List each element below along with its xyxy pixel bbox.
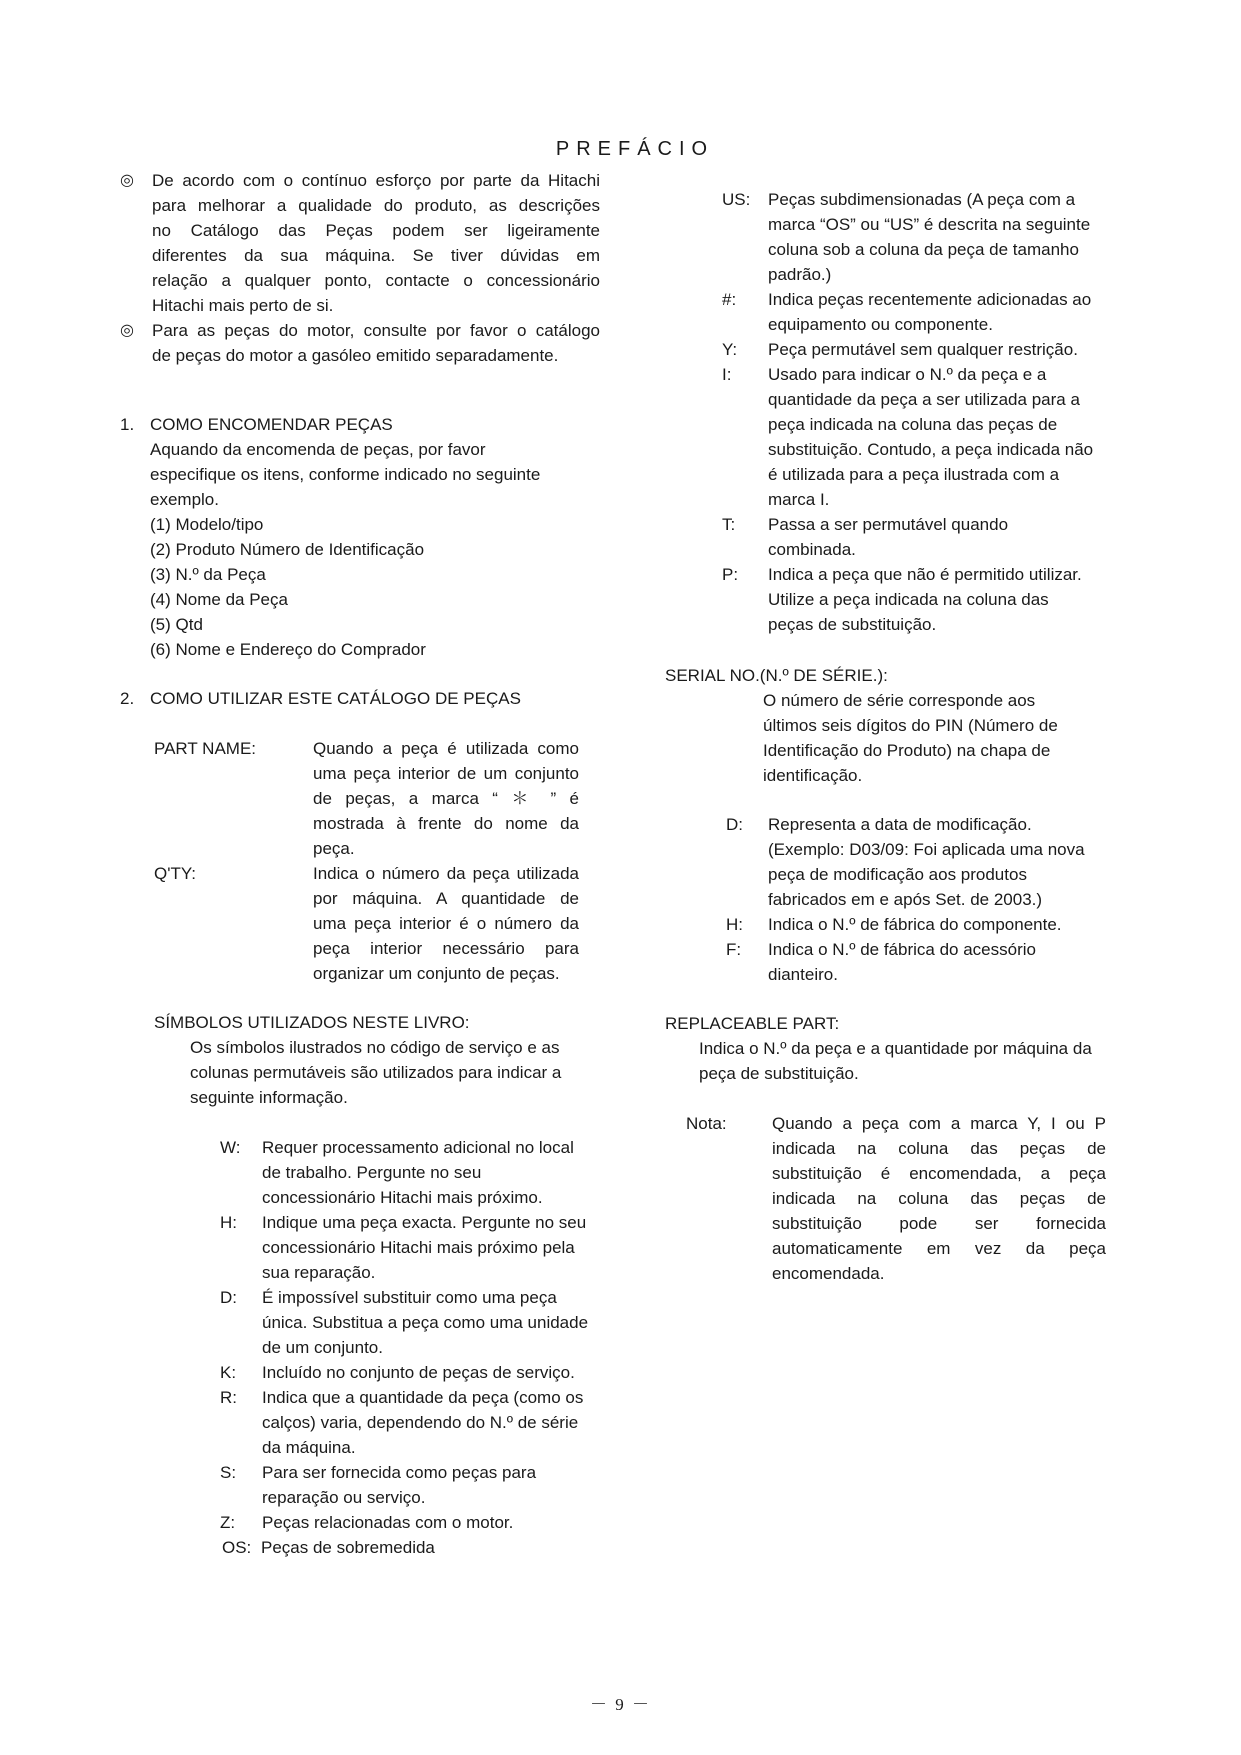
term-definition (313, 861, 579, 986)
symbol-description-line: Indica o N.º de fábrica do componente. (768, 915, 1062, 934)
symbols-intro-line: colunas permutáveis são utilizados para indicar a (190, 1063, 562, 1082)
symbol-key: D: (220, 1288, 237, 1307)
symbol-description-line: Representa a data de modificação. (768, 815, 1032, 834)
symbol-description-line: única. Substitua a peça como uma unidade (262, 1313, 589, 1332)
symbol-description-line: fabricados em e após Set. de 2003.) (768, 890, 1043, 909)
term-definition-line: Indica o número da peça utilizada (313, 864, 579, 883)
replaceable-paragraph-line: Indica o N.º da peça e a quantidade por máquina da (699, 1039, 1092, 1058)
symbol-description-line: Indica peças recentemente adicionadas ao (768, 290, 1092, 309)
symbol-description-line: dianteiro. (768, 965, 838, 984)
section-heading: COMO UTILIZAR ESTE CATÁLOGO DE PEÇAS (150, 689, 521, 708)
symbol-description-line: Indica que a quantidade da peça (como os (262, 1388, 584, 1407)
term-definition-line: peça interior necessário para (313, 939, 579, 958)
intro-paragraph-line: de peças do motor a gasóleo emitido separadamente. (152, 346, 559, 365)
symbol-description (262, 1510, 602, 1535)
symbol-key: H: (220, 1213, 237, 1232)
symbol-description (768, 812, 1113, 912)
bullet-marker: ◎ (120, 172, 134, 189)
symbol-description-line: de um conjunto. (262, 1338, 383, 1357)
symbol-key: I: (722, 365, 732, 384)
symbol-description (768, 337, 1113, 362)
symbol-description-line: Indica a peça que não é permitido utilizar. (768, 565, 1082, 584)
symbol-description-line: substituição. Contudo, a peça indicada não (768, 440, 1094, 459)
symbol-description (768, 512, 1113, 562)
symbol-key: Z: (220, 1513, 236, 1532)
symbol-description (768, 937, 1113, 987)
symbol-description-line: é utilizada para a peça ilustrada com a (768, 465, 1060, 484)
serial-paragraph-line: identificação. (763, 766, 863, 785)
term-definition-line: peça. (313, 839, 355, 858)
order-item-line: (2) Produto Número de Identificação (150, 540, 425, 559)
symbol-description-line: Peça permutável sem qualquer restrição. (768, 340, 1078, 359)
symbol-key: US: (722, 190, 751, 209)
symbol-description (768, 362, 1113, 512)
symbol-description-line: Usado para indicar o N.º da peça e a (768, 365, 1047, 384)
section-heading: COMO ENCOMENDAR PEÇAS (150, 415, 393, 434)
symbol-description-line: padrão.) (768, 265, 832, 284)
page-number: － 9 － (590, 1695, 651, 1714)
term-definition-line: mostrada à frente do nome da (313, 814, 579, 833)
symbol-description-line: Utilize a peça indicada na coluna das (768, 590, 1049, 609)
note-text-line: indicada na coluna das peças de (772, 1139, 1106, 1158)
order-item-line: (6) Nome e Endereço do Comprador (150, 640, 426, 659)
section1-paragraph-line: Aquando da encomenda de peças, por favor (150, 440, 486, 459)
serial-paragraph (763, 688, 1103, 788)
symbol-description-line: Requer processamento adicional no local (262, 1138, 574, 1157)
symbol-description-line: marca I. (768, 490, 830, 509)
replaceable-heading: REPLACEABLE PART: (665, 1014, 840, 1033)
order-item (150, 512, 600, 662)
order-item-line: (3) N.º da Peça (150, 565, 266, 584)
symbol-key: D: (726, 815, 743, 834)
symbol-description (768, 187, 1113, 287)
section-number: 2. (120, 689, 135, 708)
serial-heading: SERIAL NO.(N.º DE SÉRIE.): (665, 666, 888, 685)
symbol-description-line: Indique uma peça exacta. Pergunte no seu (262, 1213, 587, 1232)
symbol-description (262, 1285, 602, 1360)
symbol-description-line: Para ser fornecida como peças para (262, 1463, 537, 1482)
note-label: Nota: (686, 1114, 727, 1133)
intro-paragraph-line: diferentes da sua máquina. Se tiver dúvidas em (152, 246, 600, 265)
intro-paragraph-line: Para as peças do motor, consulte por favor o catálogo (152, 321, 600, 340)
term-definition-line: de peças, a marca “ ＊ ” é (313, 789, 579, 808)
symbol-key: S: (220, 1463, 237, 1482)
note-text-line: encomendada. (772, 1264, 885, 1283)
symbol-description-line: (Exemplo: D03/09: Foi aplicada uma nova (768, 840, 1085, 859)
symbol-description-line: peça de modificação aos produtos (768, 865, 1027, 884)
symbol-key: T: (722, 515, 736, 534)
order-item-line: (1) Modelo/tipo (150, 515, 264, 534)
symbol-key: F: (726, 940, 742, 959)
symbol-description-line: Incluído no conjunto de peças de serviço. (262, 1363, 575, 1382)
serial-paragraph-line: O número de série corresponde aos (763, 691, 1036, 710)
symbols-intro-line: Os símbolos ilustrados no código de serviço e as (190, 1038, 560, 1057)
symbol-key: H: (726, 915, 743, 934)
symbol-description-line: combinada. (768, 540, 856, 559)
section1-paragraph-line: especifique os itens, conforme indicado no seguinte (150, 465, 541, 484)
term-definition-line: Quando a peça é utilizada como (313, 739, 579, 758)
symbol-description-line: de trabalho. Pergunte no seu (262, 1163, 482, 1182)
symbol-description-line: marca “OS” ou “US” é descrita na seguinte (768, 215, 1091, 234)
symbols-heading: SÍMBOLOS UTILIZADOS NESTE LIVRO: (154, 1013, 470, 1032)
page-title: PREFÁCIO (555, 138, 715, 160)
section1-paragraph-line: exemplo. (150, 490, 219, 509)
symbol-description-line: Peças subdimensionadas (A peça com a (768, 190, 1076, 209)
symbol-key: #: (722, 290, 737, 309)
note-text (772, 1111, 1106, 1286)
symbol-description (262, 1210, 602, 1285)
symbol-description-line: reparação ou serviço. (262, 1488, 426, 1507)
intro-paragraph-line: Hitachi mais perto de si. (152, 296, 334, 315)
replaceable-paragraph-line: peça de substituição. (699, 1064, 859, 1083)
intro-paragraph-line: no Catálogo das Peças podem ser ligeiramente (152, 221, 600, 240)
symbol-description-line: concessionário Hitachi mais próximo. (262, 1188, 543, 1207)
symbols-intro-line: seguinte informação. (190, 1088, 348, 1107)
symbol-description (262, 1385, 602, 1460)
symbol-description-line: da máquina. (262, 1438, 356, 1457)
symbol-description (262, 1135, 602, 1210)
symbol-key: Y: (722, 340, 738, 359)
term-label: Q'TY: (154, 864, 196, 883)
symbol-key: P: (722, 565, 739, 584)
note-text-line: substituição pode ser fornecida (772, 1214, 1106, 1233)
symbol-description-line: equipamento ou componente. (768, 315, 993, 334)
serial-paragraph-line: Identificação do Produto) na chapa de (763, 741, 1051, 760)
term-definition-line: uma peça interior de um conjunto (313, 764, 579, 783)
note-text-line: indicada na coluna das peças de (772, 1189, 1106, 1208)
symbol-description-line: Indica o N.º de fábrica do acessório (768, 940, 1036, 959)
symbol-description-line: Passa a ser permutável quando (768, 515, 1009, 534)
section-number: 1. (120, 415, 135, 434)
symbol-key: K: (220, 1363, 237, 1382)
symbol-description (768, 562, 1113, 637)
intro-paragraph-line: De acordo com o contínuo esforço por parte da Hitachi (152, 171, 600, 190)
symbols-intro (190, 1035, 610, 1110)
symbol-key: W: (220, 1138, 241, 1157)
symbol-key: OS: (222, 1538, 252, 1557)
term-definition-line: organizar um conjunto de peças. (313, 964, 560, 983)
term-definition-line: uma peça interior é o número da (313, 914, 579, 933)
symbol-description (768, 287, 1113, 337)
symbol-description-line: peças de substituição. (768, 615, 937, 634)
term-definition-line: por máquina. A quantidade de (313, 889, 579, 908)
intro-paragraph-line: para melhorar a qualidade do produto, as descrições (152, 196, 600, 215)
symbol-description (262, 1360, 602, 1385)
order-item-line: (4) Nome da Peça (150, 590, 288, 609)
term-definition (313, 736, 579, 861)
symbol-description-line: quantidade da peça a ser utilizada para a (768, 390, 1080, 409)
note-text-line: automaticamente em vez da peça (772, 1239, 1106, 1258)
symbol-description-line: É impossível substituir como uma peça (262, 1288, 557, 1307)
symbol-description-line: Peças relacionadas com o motor. (262, 1513, 514, 1532)
symbol-description-line: peça indicada na coluna das peças de (768, 415, 1058, 434)
intro-paragraph (152, 318, 600, 368)
symbol-key: R: (220, 1388, 237, 1407)
intro-paragraph (152, 168, 600, 318)
symbol-description-line: calços) varia, dependendo do N.º de série (262, 1413, 579, 1432)
symbol-description-line: sua reparação. (262, 1263, 376, 1282)
symbol-description: Peças de sobremedida (261, 1538, 435, 1557)
symbol-description (768, 912, 1113, 937)
section1-paragraph (150, 437, 600, 512)
symbol-description-line: coluna sob a coluna da peça de tamanho (768, 240, 1079, 259)
intro-paragraph-line: relação a qualquer ponto, contacte o concessionário (152, 271, 600, 290)
symbol-description (262, 1460, 602, 1510)
symbol-description-line: concessionário Hitachi mais próximo pela (262, 1238, 575, 1257)
order-item-line: (5) Qtd (150, 615, 203, 634)
serial-paragraph-line: últimos seis dígitos do PIN (Número de (763, 716, 1058, 735)
bullet-marker: ◎ (120, 322, 134, 339)
note-text-line: Quando a peça com a marca Y, I ou P (772, 1114, 1106, 1133)
note-text-line: substituição é encomendada, a peça (772, 1164, 1106, 1183)
replaceable-paragraph (699, 1036, 1119, 1086)
term-label: PART NAME: (154, 739, 257, 758)
